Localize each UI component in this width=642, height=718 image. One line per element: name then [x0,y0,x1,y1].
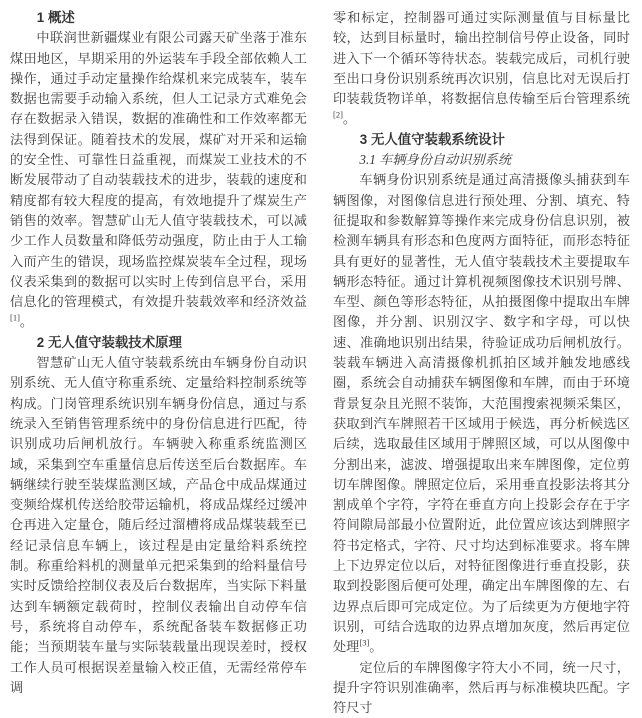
paragraph-text-tail: 。 [20,314,33,329]
section-3-1-subheading: 3.1 车辆身份自动识别系统 [333,150,630,170]
left-column [10,8,307,627]
right-column [333,8,630,627]
section-2-paragraph: 智慧矿山无人值守装载系统由车辆身份自动识别系统、无人值守称重系统、定量给料控制系统等构成。门岗管理系统识别车辆身份信息，通过与系统录入至销售管理系统中的身份信息进行匹配，待识别成功后闸机放行。车辆驶入称重系统监测区域，采集到空车重量信息后传送至后台数据库。车辆继续行驶至装煤监测区域，产品仓中成品煤通过变频给煤机传送给胶带运输机，将成品煤经过缓冲仓再进入定量仓，随后经过溜槽将成品煤装载至已经记录信息车辆上，该过程是由定量给料系统控制。称重给料机的测量单元把采集到的给料量信号实时反馈给控制仪表及后台数据库，当实际下料量达到车辆额定载荷时，控制仪表输出自动停车信号，系统将自动停车，系统配备装车数据修正功能；当预期装车量与实际装载量出现误差时，授权工作人员可根据误差量输入校正值，无需经常停车调 [10,353,307,698]
paragraph-text: 零和标定，控制器可通过实际测量值与目标量比较，达到目标量时，输出控制信号停止设备，同时进入下一个循环等待状态。装载完成后，司机行驶至出口身份识别系统再次识别，信息比对无误后打印装载货物详单，将数据信息传输至后台管理系统 [333,10,630,106]
paragraph-text-tail: 。 [343,111,356,126]
section-3-heading: 3 无人值守装载系统设计 [333,130,630,150]
section-1-heading: 1 概述 [10,8,307,28]
citation-ref-1: [1] [10,313,20,323]
paragraph-text-tail: 。 [369,639,382,654]
paragraph-text: 中联润世新疆煤业有限公司露天矿坐落于准东煤田地区，早期采用的外运装车手段全部依赖人工操作，通过手动定量操作给煤机来完成装车，装车数据也需要手动输入系统，但人工记录方式难免会存在数据录入错误，数据的准确性和工作效率都无法得到保证。随着技术的发展，煤矿对开采和运输的安全性、可靠性日益重视，而煤炭工业技术的不断发展带动了自动装载技术的进步，装载的速度和精度都有较大程度的提高，有效地提升了煤炭生产销售的效率。智慧矿山无人值守装载技术，可以减少工作人员数量和降低劳动强度，防止由于人工输入而产生的错误，现场监控煤炭装车全过程，现场仪表采集到的数据可以实时上传到信息平台，采用信息化的管理模式，有效提升装载效率和经济效益 [10,30,307,309]
citation-ref-2: [2] [333,110,343,120]
citation-ref-3: [3] [359,638,369,648]
section-2-heading: 2 无人值守装载技术原理 [10,333,307,353]
section-3-1-paragraph [333,170,630,657]
section-3-1-paragraph-2: 定位后的车牌图像字符大小不同，统一尺寸，提升字符识别准确率，然后再与标准模块匹配。字符尺寸 [333,658,630,718]
paragraph-text: 车辆身份识别系统是通过高清摄像头捕获到车辆图像，对图像信息进行预处理、分割、填充、特征提取和参数解算等操作来完成身份信息识别，被检测车辆具有形态和色度两方面特征，而形态特征具有更好的显著性，无人值守装载技术主要提取车辆形态特征。通过计算机视频图像技术识别号牌、车型、颜色等形态特征，从拍摄图像中提取出车牌图像，并分割、识别汉字、数字和字母，可以快速、准确地识别出结果，待验证成功后闸机放行。装载车辆进入高清摄像机抓拍区域并触发地感线圈，系统会自动捕获车辆图像和车牌，而由于环境背景复杂且光照不装饰，大范围搜索视频采集区，获取到汽车牌照若干区域用于候选，再分析候选区后续，选取最佳区域用于牌照区域，可以从图像中分割出来，滤波、增强提取出来车牌图像，定位剪切车牌图像。牌照定位后，采用垂直投影法将其分割成单个字符，字符在垂直方向上投影会存在于字符间隙局部最小位置附近，此位置应该达到牌照字符书定格式，字符、尺寸均达到标准要求。将车牌上下边界定位以后，对特征图像进行垂直投影，获取到投影图后便可处理，确定出车牌图像的左、右边界点后即可完成定位。为了后续更为方便地字符识别，可结合选取的边界点增加灰度，然后再定位处理 [333,172,630,654]
section-1-paragraph [10,28,307,332]
section-2-paragraph-continued [333,8,630,130]
